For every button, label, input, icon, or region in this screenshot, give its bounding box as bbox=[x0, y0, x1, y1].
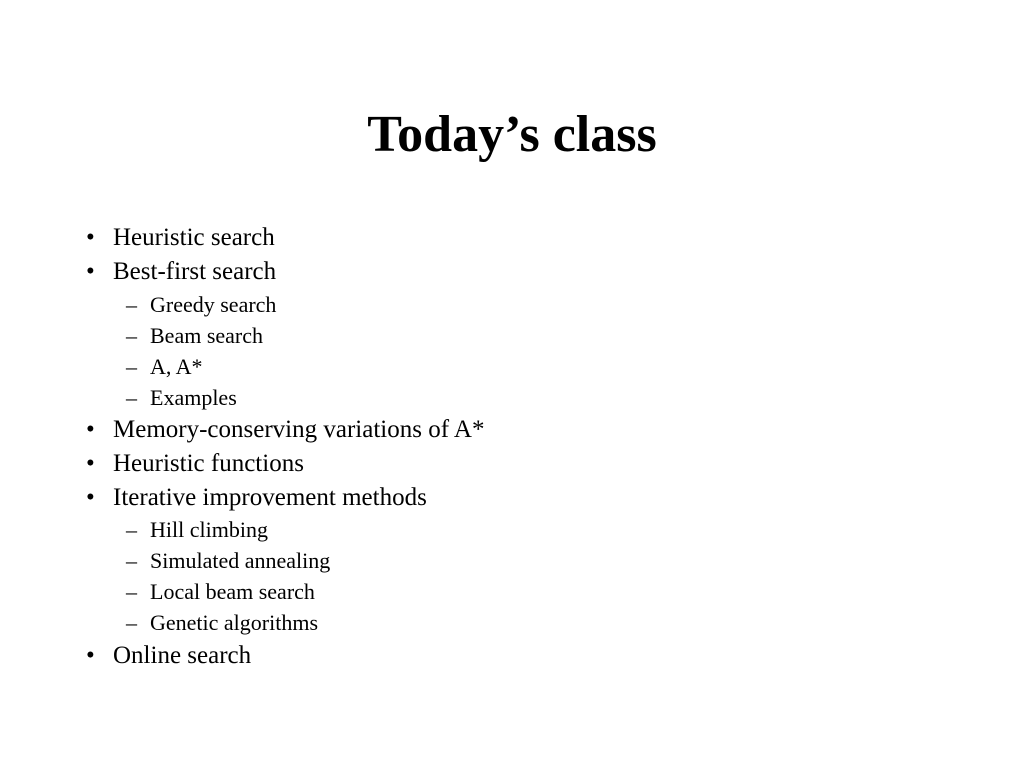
outline-subitem-text: Simulated annealing bbox=[150, 548, 331, 573]
outline-subitem bbox=[126, 354, 203, 380]
outline-item-text: Iterative improvement methods bbox=[113, 484, 427, 511]
slide-title: Today’s class bbox=[367, 106, 657, 163]
outline-item bbox=[86, 223, 275, 253]
outline-subitem bbox=[126, 517, 268, 543]
dash-marker: – bbox=[126, 610, 137, 635]
bullet-marker: • bbox=[86, 224, 95, 251]
outline-subitem bbox=[126, 385, 237, 411]
bullet-marker: • bbox=[86, 450, 95, 477]
outline-item bbox=[86, 483, 427, 513]
outline-item-text: Best-first search bbox=[113, 258, 277, 285]
bullet-marker: • bbox=[86, 484, 95, 511]
outline-subitem bbox=[126, 323, 263, 349]
outline-subitem-text: Beam search bbox=[150, 323, 263, 348]
outline-item bbox=[86, 641, 251, 671]
bullet-marker: • bbox=[86, 258, 95, 285]
outline-item bbox=[86, 415, 484, 445]
outline-subitem bbox=[126, 579, 315, 605]
dash-marker: – bbox=[126, 354, 137, 379]
dash-marker: – bbox=[126, 579, 137, 604]
outline-item bbox=[86, 449, 304, 479]
outline-subitem bbox=[126, 548, 330, 574]
dash-marker: – bbox=[126, 323, 137, 348]
outline-subitem-text: A, A* bbox=[150, 354, 203, 379]
bullet-marker: • bbox=[86, 416, 95, 443]
dash-marker: – bbox=[126, 385, 137, 410]
bullet-marker: • bbox=[86, 642, 95, 669]
dash-marker: – bbox=[126, 292, 137, 317]
outline-item-text: Online search bbox=[113, 642, 252, 669]
outline-item-text: Memory-conserving variations of A* bbox=[113, 416, 485, 443]
outline-subitem bbox=[126, 292, 276, 318]
outline-item-text: Heuristic search bbox=[113, 224, 275, 251]
outline-subitem-text: Local beam search bbox=[150, 579, 315, 604]
outline-subitem-text: Greedy search bbox=[150, 292, 277, 317]
dash-marker: – bbox=[126, 517, 137, 542]
dash-marker: – bbox=[126, 548, 137, 573]
outline-subitem-text: Examples bbox=[150, 385, 237, 410]
outline-item-text: Heuristic functions bbox=[113, 450, 304, 477]
outline-subitem bbox=[126, 610, 318, 636]
outline-subitem-text: Hill climbing bbox=[150, 517, 268, 542]
outline-item bbox=[86, 257, 276, 287]
outline-subitem-text: Genetic algorithms bbox=[150, 610, 319, 635]
